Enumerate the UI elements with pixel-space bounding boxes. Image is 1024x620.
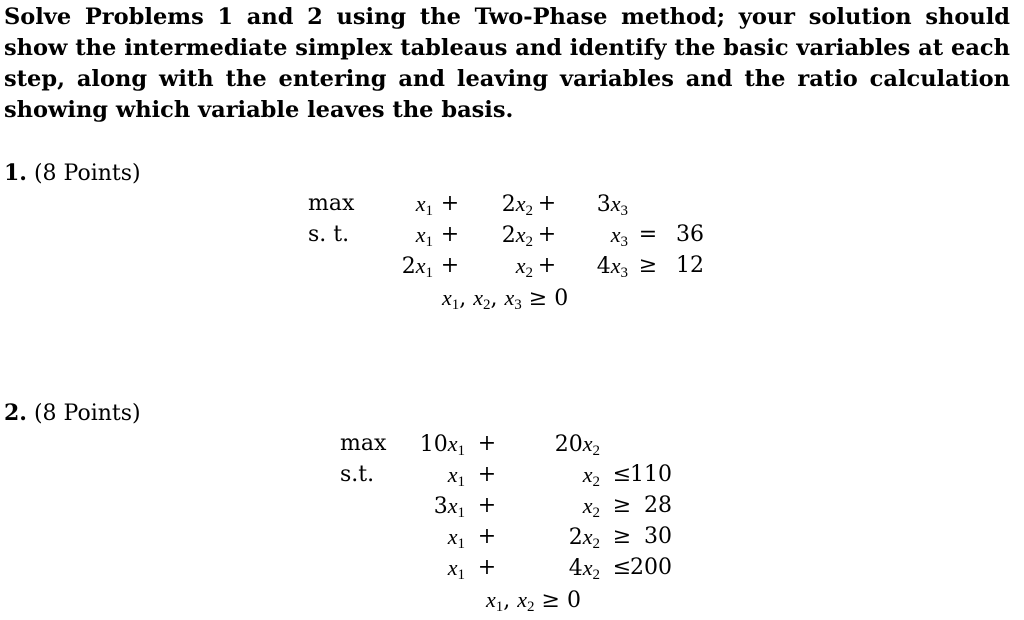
operator: + (477, 462, 497, 487)
problem-2-number: 2. (4, 400, 27, 426)
term: $x_1$ (447, 555, 465, 583)
term: $x_2$ (515, 253, 533, 281)
constraint-row (340, 491, 860, 521)
operator: + (477, 524, 497, 549)
term: $x_1$ (415, 191, 433, 219)
term: $3x_3$ (596, 191, 628, 219)
relation: = (638, 222, 658, 247)
rhs: 110 (630, 462, 672, 487)
relation: ≥ (612, 493, 632, 518)
operator: + (537, 253, 557, 278)
operator: + (477, 493, 497, 518)
nonnegativity: $x_1$, $x_2$, $x_3 \ge 0$ (442, 285, 569, 313)
term: $x_1$ (415, 222, 433, 250)
st-keyword: s. t. (308, 222, 350, 247)
objective-row (340, 429, 860, 459)
rhs: 28 (644, 493, 672, 518)
term: $2x_2$ (501, 222, 533, 250)
operator: + (537, 191, 557, 216)
st-keyword: s.t. (340, 462, 375, 487)
term: $x_3$ (610, 222, 628, 250)
relation: ≥ (638, 253, 658, 278)
relation: ≤ (612, 462, 632, 487)
term: $2x_2$ (501, 191, 533, 219)
nonnegativity-row (340, 585, 860, 615)
relation: ≥ (612, 524, 632, 549)
term: $20x_2$ (554, 431, 600, 459)
term: $x_2$ (582, 493, 600, 521)
nonnegativity: $x_1$, $x_2 \ge 0$ (486, 587, 581, 615)
nonnegativity-row (308, 283, 828, 313)
problem-1-header (4, 160, 141, 187)
rhs: 12 (676, 253, 704, 278)
operator: + (440, 222, 460, 247)
objective-row (308, 189, 828, 219)
term: $3x_1$ (433, 493, 465, 521)
constraint-row (340, 522, 860, 552)
max-keyword: max (308, 191, 355, 216)
term: $x_1$ (447, 462, 465, 490)
term: $x_1$ (447, 524, 465, 552)
problem-2-header (4, 400, 141, 427)
rhs: 30 (644, 524, 672, 549)
operator: + (440, 253, 460, 278)
term: $4x_2$ (568, 555, 600, 583)
problem-1-points: (8 Points) (33, 161, 141, 186)
operator: + (477, 431, 497, 456)
rhs: 36 (676, 222, 704, 247)
problem-1-number: 1. (4, 160, 27, 186)
problem-2-points: (8 Points) (33, 401, 141, 426)
constraint-row (308, 251, 828, 281)
max-keyword: max (340, 431, 387, 456)
operator: + (477, 555, 497, 580)
operator: + (440, 191, 460, 216)
term: $4x_3$ (596, 253, 628, 281)
instructions-text: Solve Problems 1 and 2 using the Two-Phase method; your solution should show the intermediate simplex tableaus and identify the basic variables at each step, along with the entering and leaving variables and the ratio calculation showing which variable leaves the basis. (4, 4, 1010, 123)
rhs: 200 (630, 555, 672, 580)
constraint-row (340, 460, 860, 490)
term: $x_2$ (582, 462, 600, 490)
term: $10x_1$ (419, 431, 465, 459)
relation: ≤ (612, 555, 632, 580)
term: $2x_2$ (568, 524, 600, 552)
operator: + (537, 222, 557, 247)
constraint-row (308, 220, 828, 250)
constraint-row (340, 553, 860, 583)
term: $2x_1$ (401, 253, 433, 281)
